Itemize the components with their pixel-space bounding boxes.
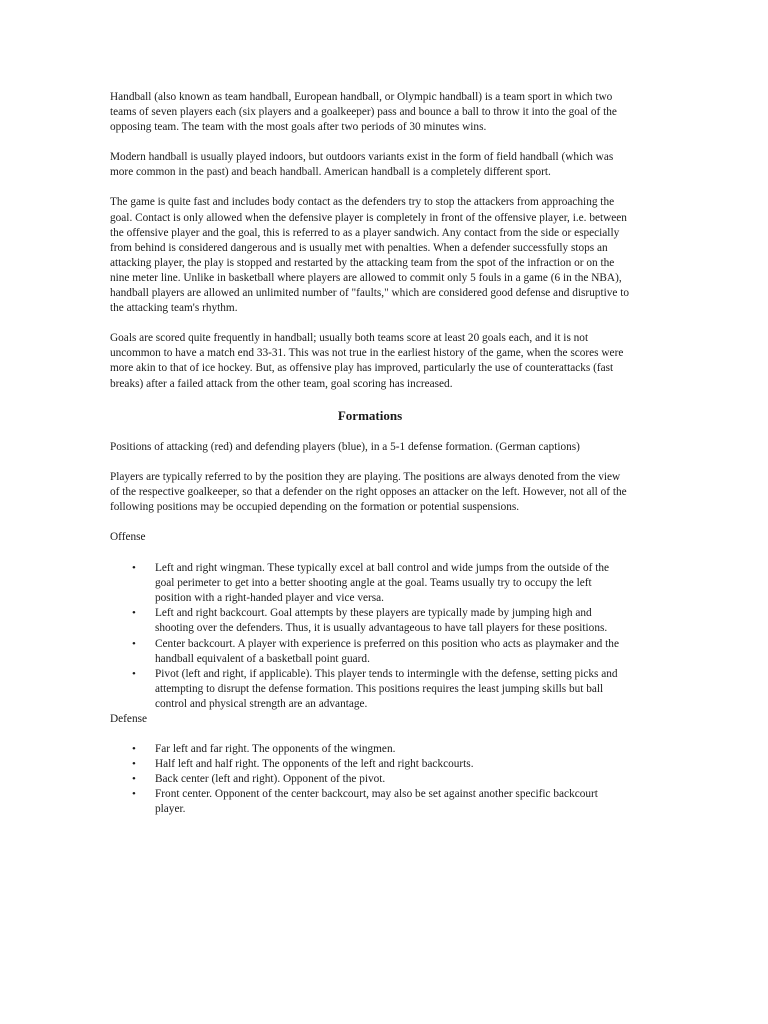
list-item (110, 757, 630, 772)
offense-list (110, 561, 630, 712)
list-item-text: Pivot (left and right, if applicable). This player tends to intermingle with the defense, setting picks and attempting to disrupt the defense formation. This positions requires the least jumping skills but ball control and physical strength are an advantage. (155, 667, 618, 710)
bullet-icon: • (132, 773, 136, 786)
defense-list (110, 742, 630, 817)
bullet-icon: • (132, 788, 136, 801)
bullet-icon: • (132, 667, 136, 680)
list-item (110, 787, 630, 817)
scoring-paragraph: Goals are scored quite frequently in handball; usually both teams score at least 20 goals each, and it is not uncommon to have a match end 33-31. This was not true in the earliest history of the game, when the scores were more akin to that of ice hockey. But, as offensive play has improved, particularly the use of counterattacks (fast breaks) after a failed attack from the other team, goal scoring has increased. (110, 332, 624, 390)
offense-subheading: Offense (110, 530, 146, 543)
bullet-icon: • (132, 562, 136, 575)
bullet-icon: • (132, 743, 136, 756)
bullet-icon: • (132, 758, 136, 771)
list-item-text: Left and right wingman. These typically excel at ball control and wide jumps from the outside of the goal perimeter to get into a better shooting angle at the goal. Teams usually try to occupy the left position with a right-handed player and vice versa. (155, 562, 610, 605)
bullet-icon: • (132, 637, 136, 650)
positions-intro-paragraph: Players are typically referred to by the position they are playing. The positions are always denoted from the view of the respective goalkeeper, so that a defender on the right opposes an attacker on the left. However, not all of the following positions may be occupied depending on the formation or potential suspensions. (110, 470, 627, 513)
indoor-outdoor-paragraph: Modern handball is usually played indoors, but outdoors variants exist in the form of field handball (which was more common in the past) and beach handball. American handball is a completely different sport. (110, 151, 614, 179)
list-item (110, 667, 630, 712)
list-item (110, 637, 630, 667)
list-item-text: Left and right backcourt. Goal attempts by these players are typically made by jumping high and shooting over the defenders. Thus, it is usually advantageous to have tall players for these positions. (155, 607, 608, 635)
list-item (110, 772, 630, 787)
formations-heading: Formations (337, 407, 403, 423)
document-page (110, 90, 630, 818)
formation-caption: Positions of attacking (red) and defending players (blue), in a 5-1 defense formation. (German captions) (110, 440, 580, 453)
list-item (110, 742, 630, 757)
intro-paragraph: Handball (also known as team handball, European handball, or Olympic handball) is a team sport in which two teams of seven players each (six players and a goalkeeper) pass and bounce a ball to throw it into the goal of the opposing team. The team with the most goals after two periods of 30 minutes wins. (110, 91, 617, 134)
body-contact-paragraph: The game is quite fast and includes body contact as the defenders try to stop the attackers from approaching the goal. Contact is only allowed when the defensive player is completely in front of the offensive player, i.e. between the offensive player and the goal, this is referred to as a player sandwich. Any contact from the side or especially from behind is considered dangerous and is usually met with penalties. When a defender successfully stops an attacking player, the play is stopped and restarted by the attacking team from the spot of the infraction or on the nine meter line. Unlike in basketball where players are allowed to commit only 5 fouls in a game (6 in the NBA), handball players are allowed an unlimited number of "faults," which are considered good defense and disruptive to the attacking team's rhythm. (110, 196, 629, 315)
list-item-text: Center backcourt. A player with experience is preferred on this position who acts as playmaker and the handball equivalent of a basketball point guard. (155, 637, 619, 665)
defense-subheading: Defense (110, 713, 148, 725)
list-item-text: Far left and far right. The opponents of the wingmen. (155, 743, 396, 756)
list-item (110, 606, 630, 636)
list-item-text: Front center. Opponent of the center backcourt, may also be set against another specific backcourt player. (155, 788, 598, 816)
list-item-text: Back center (left and right). Opponent of the pivot. (155, 773, 386, 786)
list-item (110, 561, 630, 606)
list-item-text: Half left and half right. The opponents of the left and right backcourts. (155, 758, 474, 771)
bullet-icon: • (132, 607, 136, 620)
